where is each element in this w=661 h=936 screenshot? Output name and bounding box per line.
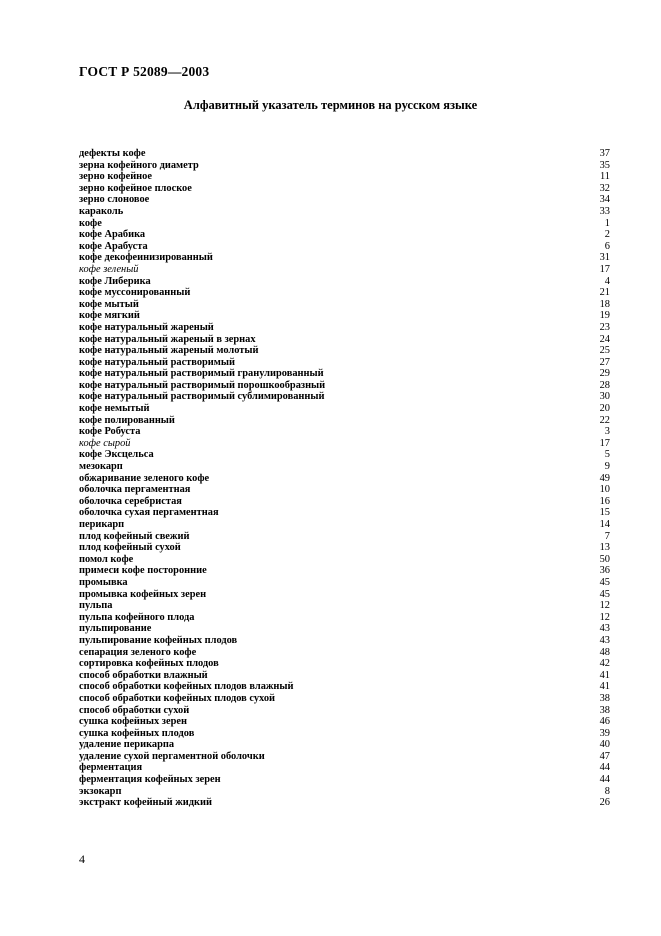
index-reference-number: 34 (599, 194, 610, 206)
index-term: экзокарп (79, 785, 122, 797)
index-row (79, 438, 610, 450)
index-term: сепарация зеленого кофе (79, 646, 197, 658)
index-reference-number: 12 (599, 611, 610, 623)
index-reference-number: 50 (599, 553, 610, 565)
index-row (79, 241, 610, 253)
page-number: 4 (79, 852, 85, 866)
index-term: кофе муссонированный (79, 287, 191, 299)
term-index-list (79, 148, 610, 809)
index-term: кофе натуральный растворимый гранулированный (79, 368, 324, 380)
index-row (79, 380, 610, 392)
index-reference-number: 37 (599, 148, 610, 159)
index-term: зерно кофейное (79, 171, 152, 183)
index-reference-number: 27 (599, 356, 610, 368)
index-term: кофе немытый (79, 403, 150, 415)
index-reference-number: 47 (599, 750, 610, 762)
index-row (79, 403, 610, 415)
index-term: кофе натуральный растворимый (79, 356, 235, 368)
index-term: кофе натуральный жареный молотый (79, 345, 259, 357)
index-term: кофе натуральный жареный (79, 321, 214, 333)
index-reference-number: 12 (599, 600, 610, 612)
index-reference-number: 44 (599, 762, 610, 774)
index-reference-number: 38 (599, 692, 610, 704)
index-term: способ обработки кофейных плодов влажный (79, 681, 294, 693)
index-row (79, 473, 610, 485)
index-term: кофе Эксцельса (79, 449, 154, 461)
index-term: сортировка кофейных плодов (79, 658, 219, 670)
index-row (79, 635, 610, 647)
index-term: плод кофейный свежий (79, 530, 190, 542)
index-reference-number: 22 (599, 414, 610, 426)
index-term: оболочка сухая пергаментная (79, 507, 219, 519)
index-term: кофе натуральный жареный в зернах (79, 333, 256, 345)
index-reference-number: 16 (599, 495, 610, 507)
index-reference-number: 7 (604, 530, 610, 542)
index-row (79, 461, 610, 473)
index-term: пульпа кофейного плода (79, 611, 195, 623)
index-row (79, 658, 610, 670)
index-term: кофе Робуста (79, 426, 141, 438)
index-row (79, 542, 610, 554)
index-row (79, 484, 610, 496)
index-term: пульпа (79, 600, 113, 612)
index-reference-number: 15 (599, 507, 610, 519)
index-term: дефекты кофе (79, 148, 146, 159)
index-row (79, 276, 610, 288)
index-row (79, 507, 610, 519)
index-term: кофе натуральный растворимый сублимированный (79, 391, 325, 403)
index-term: удаление сухой пергаментной оболочки (79, 750, 265, 762)
index-term: зерно кофейное плоское (79, 182, 192, 194)
index-reference-number: 3 (604, 426, 610, 438)
index-reference-number: 33 (599, 205, 610, 217)
index-row (79, 554, 610, 566)
index-term: кофе мягкий (79, 310, 140, 322)
index-term: пульпирование (79, 623, 152, 635)
index-row (79, 716, 610, 728)
index-term: способ обработки кофейных плодов сухой (79, 692, 276, 704)
index-term: караколь (79, 205, 124, 217)
index-row (79, 531, 610, 543)
index-term: способ обработки влажный (79, 669, 208, 681)
index-reference-number: 2 (604, 229, 610, 241)
index-reference-number: 42 (599, 658, 610, 670)
index-row (79, 623, 610, 635)
index-row (79, 310, 610, 322)
index-row (79, 368, 610, 380)
index-reference-number: 21 (599, 287, 610, 299)
index-reference-number: 32 (599, 182, 610, 194)
index-reference-number: 40 (599, 739, 610, 751)
index-term: способ обработки сухой (79, 704, 190, 716)
index-term: мезокарп (79, 461, 123, 473)
index-reference-number: 14 (599, 519, 610, 530)
index-reference-number: 41 (599, 681, 610, 693)
index-reference-number: 9 (604, 461, 610, 473)
index-reference-number: 28 (599, 379, 610, 391)
index-row (79, 519, 610, 531)
index-row (79, 577, 610, 589)
index-row (79, 322, 610, 334)
index-term: кофе натуральный растворимый порошкообразный (79, 379, 326, 391)
index-row (79, 252, 610, 264)
index-row (79, 218, 610, 230)
index-term: кофе сырой (79, 437, 131, 449)
index-row (79, 426, 610, 438)
index-row (79, 264, 610, 276)
index-row (79, 148, 610, 160)
index-term: перикарп (79, 519, 125, 530)
index-row (79, 797, 610, 809)
index-row (79, 705, 610, 717)
index-term: сушка кофейных зерен (79, 716, 187, 728)
index-reference-number: 19 (599, 310, 610, 322)
index-row (79, 786, 610, 798)
index-row (79, 565, 610, 577)
index-reference-number: 17 (599, 263, 610, 275)
index-row (79, 681, 610, 693)
index-row (79, 600, 610, 612)
index-term: зерна кофейного диаметр (79, 159, 199, 171)
index-term: сушка кофейных плодов (79, 727, 195, 739)
index-term: оболочка пергаментная (79, 484, 191, 496)
index-reference-number: 36 (599, 565, 610, 577)
index-reference-number: 18 (599, 298, 610, 310)
index-reference-number: 25 (599, 345, 610, 357)
index-term: кофе Арабуста (79, 240, 148, 252)
index-reference-number: 45 (599, 588, 610, 600)
index-row (79, 496, 610, 508)
index-term: ферментация кофейных зерен (79, 774, 221, 786)
index-row (79, 160, 610, 172)
index-reference-number: 13 (599, 542, 610, 554)
index-row (79, 229, 610, 241)
index-reference-number: 23 (599, 321, 610, 333)
index-reference-number: 1 (604, 217, 610, 229)
index-row (79, 751, 610, 763)
index-reference-number: 39 (599, 727, 610, 739)
index-term: кофе полированный (79, 414, 175, 426)
index-title: Алфавитный указатель терминов на русском языке (183, 98, 478, 112)
index-term: промывка (79, 576, 128, 588)
index-reference-number: 31 (599, 252, 610, 264)
index-row (79, 334, 610, 346)
index-term: кофе мытый (79, 298, 139, 310)
index-reference-number: 8 (604, 785, 610, 797)
index-term: экстракт кофейный жидкий (79, 797, 212, 809)
index-term: кофе Либерика (79, 275, 151, 287)
index-row (79, 693, 610, 705)
index-term: промывка кофейных зерен (79, 588, 207, 600)
index-reference-number: 29 (599, 368, 610, 380)
index-term: пульпирование кофейных плодов (79, 634, 238, 646)
index-term: кофе зеленый (79, 263, 139, 275)
index-row (79, 345, 610, 357)
index-term: зерно слоновое (79, 194, 150, 206)
index-reference-number: 24 (599, 333, 610, 345)
index-term: оболочка серебристая (79, 495, 182, 507)
index-reference-number: 20 (599, 403, 610, 415)
index-reference-number: 17 (599, 437, 610, 449)
index-reference-number: 35 (599, 159, 610, 171)
index-row (79, 299, 610, 311)
index-term: кофе декофеинизированный (79, 252, 213, 264)
index-reference-number: 49 (599, 472, 610, 484)
index-row (79, 728, 610, 740)
index-row (79, 287, 610, 299)
index-reference-number: 43 (599, 623, 610, 635)
index-row (79, 194, 610, 206)
index-row (79, 589, 610, 601)
index-reference-number: 43 (599, 634, 610, 646)
index-term: плод кофейный сухой (79, 542, 181, 554)
index-row (79, 647, 610, 659)
index-reference-number: 46 (599, 716, 610, 728)
index-row (79, 739, 610, 751)
index-reference-number: 41 (599, 669, 610, 681)
index-row (79, 183, 610, 195)
index-reference-number: 44 (599, 774, 610, 786)
index-reference-number: 30 (599, 391, 610, 403)
document-code: ГОСТ Р 52089—2003 (79, 64, 210, 79)
index-row (79, 391, 610, 403)
index-row (79, 762, 610, 774)
index-reference-number: 11 (599, 171, 610, 183)
index-row (79, 449, 610, 461)
index-row (79, 357, 610, 369)
index-row (79, 612, 610, 624)
index-term: примеси кофе посторонние (79, 565, 207, 577)
index-term: помол кофе (79, 553, 134, 565)
index-reference-number: 4 (604, 275, 610, 287)
index-term: обжаривание зеленого кофе (79, 472, 210, 484)
index-term: кофе Арабика (79, 229, 146, 241)
index-reference-number: 10 (599, 484, 610, 496)
index-reference-number: 48 (599, 646, 610, 658)
index-term: кофе (79, 217, 102, 229)
index-row (79, 415, 610, 427)
index-row (79, 670, 610, 682)
index-reference-number: 45 (599, 576, 610, 588)
index-reference-number: 26 (599, 797, 610, 809)
index-row (79, 206, 610, 218)
index-reference-number: 38 (599, 704, 610, 716)
index-reference-number: 5 (604, 449, 610, 461)
index-term: ферментация (79, 762, 143, 774)
index-term: удаление перикарпа (79, 739, 175, 751)
index-row (79, 171, 610, 183)
index-row (79, 774, 610, 786)
index-reference-number: 6 (604, 240, 610, 252)
